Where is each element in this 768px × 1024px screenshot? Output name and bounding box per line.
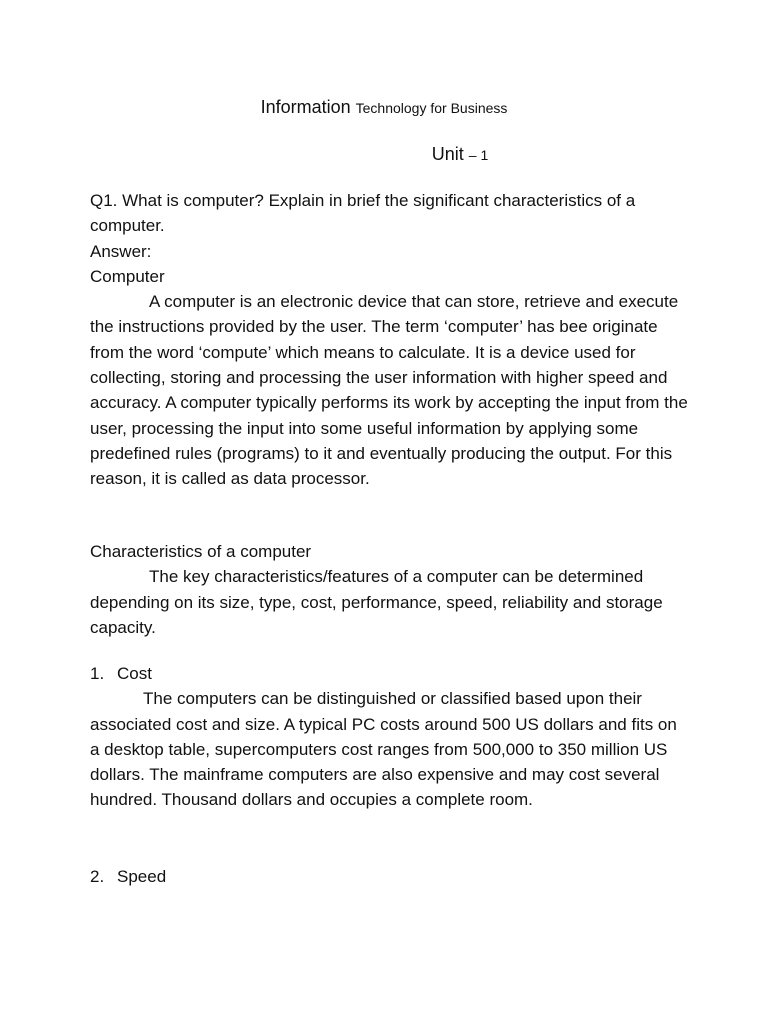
item-cost-number: 1.	[90, 664, 105, 683]
title-rest: Technology for Business	[355, 100, 508, 116]
unit-number: – 1	[468, 147, 489, 163]
computer-heading: Computer	[90, 266, 165, 286]
item-cost-block	[90, 661, 690, 813]
item-cost-paragraph: The computers can be distinguished or classified based upon their associated cost and size. A typical PC costs around 500 US dollars and fits on a desktop table, supercomputers cost ranges from 500,000 to 350 million US dollars. The mainframe computers are also expensive and may cost several hundred. Thousand dollars and occupies a complete room.	[90, 689, 677, 810]
item-cost-heading	[90, 661, 690, 686]
document-title	[0, 95, 768, 120]
computer-paragraph: A computer is an electronic device that can store, retrieve and execute the instructions provided by the user. The term ‘computer’ has bee originate from the word ‘compute’ which means to calculate. It is a device used for collecting, storing and processing the user information with higher speed and accuracy. A computer typically performs its work by accepting the input from the user, processing the input into some useful information by applying some predefined rules (programs) to it and eventually producing the output. For this reason, it is called as data processor.	[90, 292, 688, 489]
characteristics-block	[90, 539, 690, 640]
question-text: Q1. What is computer? Explain in brief the significant characteristics of a computer.	[90, 191, 636, 236]
item-speed-heading	[90, 864, 690, 889]
characteristics-paragraph: The key characteristics/features of a computer can be determined depending on its size, type, cost, performance, speed, reliability and storage capacity.	[90, 567, 663, 637]
item-speed-number: 2.	[90, 867, 105, 886]
title-main: Information	[260, 97, 351, 117]
answer-label: Answer:	[90, 241, 152, 261]
item-cost-label: Cost	[117, 664, 152, 683]
unit-heading	[0, 142, 768, 167]
unit-word: Unit	[431, 144, 464, 164]
question-block	[90, 188, 690, 492]
item-speed-label: Speed	[117, 867, 167, 886]
item-speed-block	[90, 864, 690, 889]
characteristics-heading: Characteristics of a computer	[90, 542, 312, 561]
